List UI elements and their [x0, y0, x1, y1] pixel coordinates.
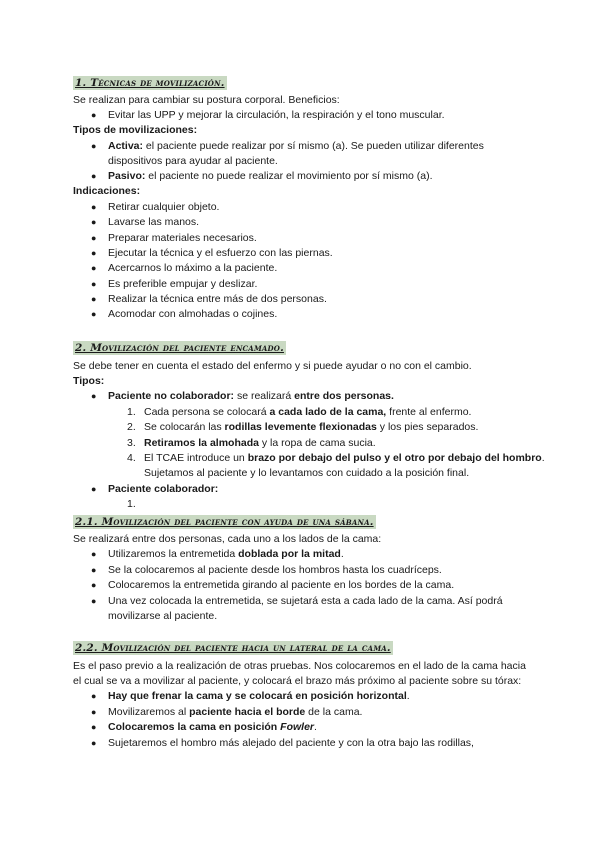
list-item: Retirar cualquier objeto. — [108, 201, 220, 213]
section-1-title: 1. Técnicas de movilización. — [75, 77, 225, 89]
list-item: Colocaremos la entremetida girando al paciente en los bordes de la cama. — [108, 579, 455, 591]
pasivo-item: Pasivo: el paciente no puede realizar el movimiento por sí mismo (a). — [108, 170, 433, 182]
bullet-icon: ● — [91, 738, 97, 748]
step-item: El TCAE introduce un brazo por debajo del pulso y el otro por debajo del hombro. — [144, 452, 545, 464]
list-item: Movilizaremos al paciente hacia el borde de la cama. — [108, 706, 363, 718]
bullet-icon: ● — [91, 263, 97, 273]
bullet-icon: ● — [91, 484, 97, 494]
section-2-2-intro: Es el paso previo a la realización de otras pruebas. Nos colocaremos en el lado de la cama hacia — [73, 660, 526, 672]
bullet-icon: ● — [91, 171, 97, 181]
tipos-label: Tipos de movilizaciones: — [73, 124, 198, 136]
list-item: Hay que frenar la cama y se colocará en posición horizontal. — [108, 690, 410, 702]
list-item: Una vez colocada la entremetida, se sujetará esta a cada lado de la cama. Así podrá — [108, 595, 503, 607]
step-number: 1. — [127, 406, 136, 418]
benefit-item: Evitar las UPP y mejorar la circulación, la respiración y el tono muscular. — [108, 109, 445, 121]
list-item: Sujetaremos el hombro más alejado del paciente y con la otra bajo las rodillas, — [108, 737, 474, 749]
section-2-2-title: 2.2. Movilización del paciente hacia un lateral de la cama. — [75, 642, 391, 654]
bullet-icon: ● — [91, 549, 97, 559]
list-item: Colocaremos la cama en posición Fowler. — [108, 721, 317, 733]
bullet-icon: ● — [91, 391, 97, 401]
activa-item-cont: dispositivos para ayudar al paciente. — [108, 155, 278, 167]
list-item: Preparar materiales necesarios. — [108, 232, 257, 244]
list-item: Realizar la técnica entre más de dos personas. — [108, 293, 327, 305]
tipos-label: Tipos: — [73, 375, 105, 387]
bullet-icon: ● — [91, 141, 97, 151]
list-item: Acomodar con almohadas o cojines. — [108, 308, 278, 320]
section-2-intro: Se debe tener en cuenta el estado del enfermo y si puede ayudar o no con el cambio. — [73, 360, 472, 372]
bullet-icon: ● — [91, 248, 97, 258]
section-2-2-intro-cont: el cual se va a movilizar al paciente, y colocará el brazo más próximo al paciente sobre su tórax: — [73, 675, 522, 687]
step-item: Cada persona se colocará a cada lado de la cama, frente al enfermo. — [144, 406, 472, 418]
section-1-intro: Se realizan para cambiar su postura corporal. Beneficios: — [73, 94, 340, 106]
bullet-icon: ● — [91, 707, 97, 717]
bullet-icon: ● — [91, 294, 97, 304]
list-item: Es preferible empujar y deslizar. — [108, 278, 258, 290]
bullet-icon: ● — [91, 580, 97, 590]
step-item: Retiramos la almohada y la ropa de cama sucia. — [144, 437, 376, 449]
step-number: 2. — [127, 421, 136, 433]
bullet-icon: ● — [91, 110, 97, 120]
step-item: Se colocarán las rodillas levemente flexionadas y los pies separados. — [144, 421, 479, 433]
activa-item: Activa: el paciente puede realizar por sí mismo (a). Se pueden utilizar diferentes — [108, 140, 484, 152]
list-item-cont: movilizarse al paciente. — [108, 610, 218, 622]
section-2-1-intro: Se realizará entre dos personas, cada uno a los lados de la cama: — [73, 533, 382, 545]
list-item: Ejecutar la técnica y el esfuerzo con las piernas. — [108, 247, 333, 259]
bullet-icon: ● — [91, 279, 97, 289]
bullet-icon: ● — [91, 202, 97, 212]
bullet-icon: ● — [91, 596, 97, 606]
indicaciones-label: Indicaciones: — [73, 185, 141, 197]
colaborador-item: Paciente colaborador: — [108, 483, 219, 495]
step-number: 1. — [127, 498, 136, 510]
bullet-icon: ● — [91, 722, 97, 732]
bullet-icon: ● — [91, 217, 97, 227]
bullet-icon: ● — [91, 691, 97, 701]
no-colaborador-item: Paciente no colaborador: se realizará entre dos personas. — [108, 390, 394, 402]
section-2-1-title: 2.1. Movilización del paciente con ayuda de una sábana. — [75, 516, 374, 528]
list-item: Acercarnos lo máximo a la paciente. — [108, 262, 278, 274]
section-2-title: 2. Movilización del paciente encamado. — [75, 342, 284, 354]
list-item: Se la colocaremos al paciente desde los hombros hasta los cuadríceps. — [108, 564, 442, 576]
bullet-icon: ● — [91, 309, 97, 319]
step-item-cont: Sujetamos al paciente y lo levantamos con cuidado a la posición final. — [144, 467, 470, 479]
bullet-icon: ● — [91, 565, 97, 575]
list-item: Utilizaremos la entremetida doblada por la mitad. — [108, 548, 344, 560]
step-number: 4. — [127, 452, 136, 464]
bullet-icon: ● — [91, 233, 97, 243]
step-number: 3. — [127, 437, 136, 449]
list-item: Lavarse las manos. — [108, 216, 200, 228]
